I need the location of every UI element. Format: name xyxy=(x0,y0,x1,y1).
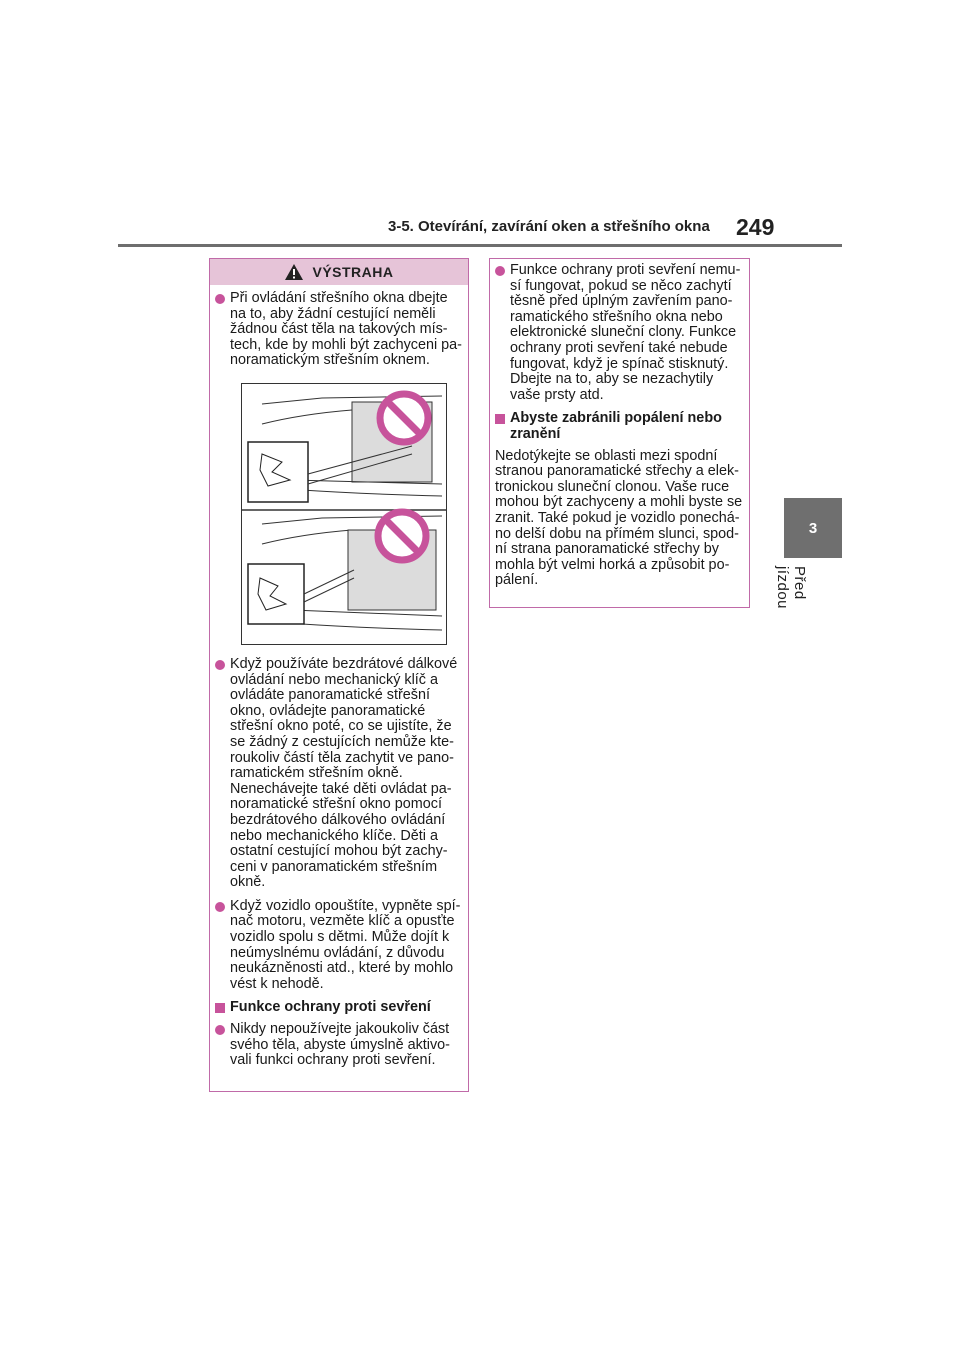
warning-content-right xyxy=(490,259,749,605)
list-item-text: Funkce ochrany proti sevření nemu-sí fungovat, pokud se něco zachytí těsně před úplným zavřením pano-ramatického střešního okna nebo elektronické sluneční clony. Funkce ochrany proti sevření také nebude fungovat, když je spínač stisknutý. Dbejte na to, aby se nezachytily vaše prsty atd. xyxy=(510,262,741,403)
bullet-dot-icon xyxy=(215,1025,225,1035)
square-bullet-icon xyxy=(215,1003,225,1013)
section-heading xyxy=(495,411,743,442)
list-item-text: Když vozidlo opouštíte, vypněte spí-nač motoru, vezměte klíč a opusťte vozidlo spolu s dětmi. Může dojít k neúmyslnému ovládání, z důvodu neukázněnosti atd., které by mohlo vést k nehodě. xyxy=(230,897,461,992)
warning-box-left xyxy=(209,258,469,1092)
section-heading-text: Abyste zabránili popálení nebo zranění xyxy=(510,410,722,442)
list-item xyxy=(215,899,462,993)
header-title: 3-5. Otevírání, zavírání oken a střešního okna xyxy=(388,218,710,235)
warning-triangle-icon xyxy=(284,263,304,281)
warning-content-left xyxy=(210,285,468,1087)
list-item-text: Při ovládání střešního okna dbejte na to, aby žádní cestující neměli žádnou část těla na takových mís-tech, kde by mohli být zachyceni pa-noramatickým střešním oknem. xyxy=(230,290,462,369)
list-item-text: Když používáte bezdrátové dálkové ovládání nebo mechanický klíč a ovládáte panoramatické střešní okno, ovládejte panoramatické střešní okno poté, co se ujistíte, že se žádný z cestujících nemůže kte-roukoliv částí těla zachytit ve pano-ramatickém střešním okně. Nenechávejte také děti ovládat pa-noramatické střešní okno pomocí bezdrátového dálkového ovládání nebo mechanického klíče. Děti a ostatní cestující mohou být zachy-ceni v panoramatickém střešním okně. xyxy=(230,655,458,891)
square-bullet-icon xyxy=(495,414,505,424)
list-item xyxy=(495,263,743,403)
bullet-dot-icon xyxy=(215,902,225,912)
list-item-text: Nikdy nepoužívejte jakoukoliv část svého těla, abyste úmyslně aktivo-vali funkci ochrany proti sevření. xyxy=(230,1021,450,1069)
page-number: 249 xyxy=(736,214,775,240)
paragraph: Nedotýkejte se oblasti mezi spodní stranou panoramatické střechy a elek-tronickou sluneční clonou. Vaše ruce mohou být zachyceny a mohli byste se zranit. Také pokud je vozidlo ponechá-no delší dobu na přímém slunci, spod-ní strana panoramatické střechy by mohla být velmi horká a způsobit po-pálení. xyxy=(495,447,743,589)
sunroof-pinch-illustration xyxy=(241,383,447,645)
warning-header xyxy=(210,259,468,285)
warning-box-right xyxy=(489,258,750,608)
chapter-tab: 3 xyxy=(784,498,842,558)
chapter-side-label: Před jízdou xyxy=(774,566,808,610)
section-heading-text: Funkce ochrany proti sevření xyxy=(230,999,431,1016)
warning-title: VÝSTRAHA xyxy=(312,264,394,280)
header-rule xyxy=(118,244,842,247)
bullet-dot-icon xyxy=(495,266,505,276)
section-heading xyxy=(215,1000,462,1016)
list-item xyxy=(215,657,462,891)
list-item xyxy=(215,291,462,369)
bullet-dot-icon xyxy=(215,294,225,304)
bullet-dot-icon xyxy=(215,660,225,670)
list-item xyxy=(215,1022,462,1069)
